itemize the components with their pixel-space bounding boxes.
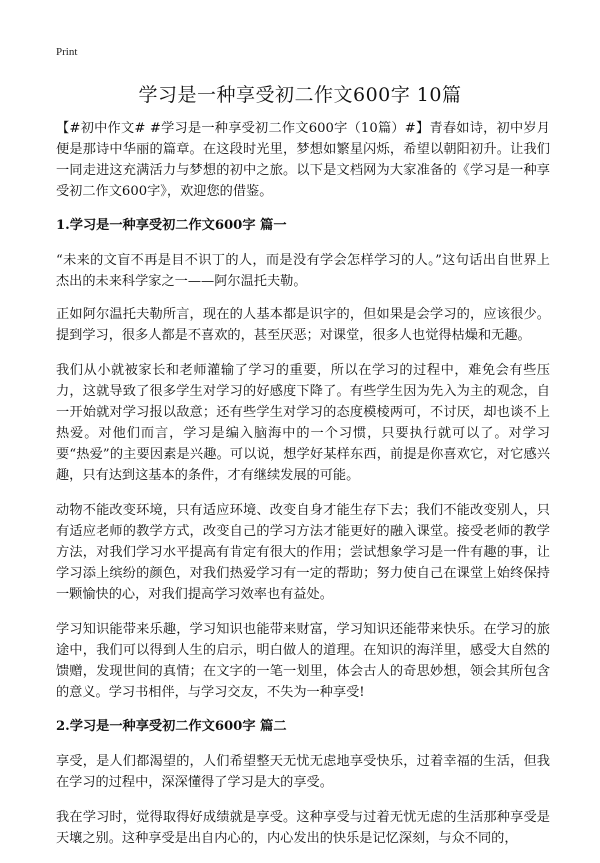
paragraph: 享受，是人们都渴望的，人们希望整天无忧无虑地享受快乐，过着幸福的生活，但我在学习的过程中，深深懂得了学习是大的享受。	[56, 754, 550, 790]
section-1-heading: 1.学习是一种享受初二作文600字 篇一	[56, 218, 287, 233]
section-2-heading: 2.学习是一种享受初二作文600字 篇二	[56, 719, 287, 734]
paragraph: 学习知识能带来乐趣，学习知识也能带来财富，学习知识还能带来快乐。在学习的旅途中，我们可以得到人生的启示，明白做人的道理。在知识的海洋里，感受大自然的馈赠，发现世间的真情；在文字的一笔一划里，体会古人的奇思妙想，领会其所包含的意义。学习书相伴，与学习交友，不失为一种享受!	[56, 622, 550, 700]
intro-paragraph: 【#初中作文# #学习是一种享受初二作文600字（10篇）#】青春如诗，初中岁月便是那诗中华丽的篇章。在这段时光里，梦想如繁星闪烁，希望以朝阳初升。让我们一同走进这充满活力与梦想的初中之旅。以下是文档网为大家准备的《学习是一种享受初二作文600字》，欢迎您的借鉴。	[56, 121, 550, 199]
paragraph: 我在学习时，觉得取得好成绩就是享受。这种享受与过着无忧无虑的生活那种享受是天壤之别。这种享受是出自内心的，内心发出的快乐是记忆深刻，与众不同的，	[56, 810, 550, 846]
paragraph: 动物不能改变环境，只有适应环境、改变自身才能生存下去；我们不能改变别人，只有适应老师的教学方式，改变自己的学习方法才能更好的融入课堂。接受老师的教学方法，对我们学习水平提高有肯定有很大的作用；尝试想象学习是一件有趣的事，让学习添上缤纷的颜色，对我们热爱学习有一定的帮助；努力使自己在课堂上始终保持一颗愉快的心，对我们提高学习效率也有益处。	[56, 503, 550, 602]
paragraph: 我们从小就被家长和老师灌输了学习的重要，所以在学习的过程中，难免会有些压力，这就导致了很多学生对学习的好感度下降了。有些学生因为先入为主的观念，自一开始就对学习报以敌意；还有些学生对学习的态度模棱两可，不讨厌，却也谈不上热爱。对他们而言，学习是编入脑海中的一个习惯，只要执行就可以了。对学习要“热爱”的主要因素是兴趣。可以说，想学好某样东西，前提是你喜欢它，对它感兴趣，只有达到这基本的条件，才有继续发展的可能。	[56, 363, 550, 483]
article-body	[56, 118, 550, 863]
paragraph: 正如阿尔温托夫勒所言，现在的人基本都是识字的，但如果是会学习的，应该很少。提到学习，很多人都是不喜欢的，甚至厌恶；对课堂，很多人也觉得枯燥和无趣。	[56, 307, 550, 343]
page-title: 学习是一种享受初二作文600字 10篇	[138, 84, 462, 106]
paragraph: “未来的文盲不再是目不识丁的人，而是没有学会怎样学习的人。”这句话出自世界上杰出的未来科学家之一——阿尔温托夫勒。	[56, 253, 550, 289]
print-link[interactable]: Print	[56, 46, 78, 58]
